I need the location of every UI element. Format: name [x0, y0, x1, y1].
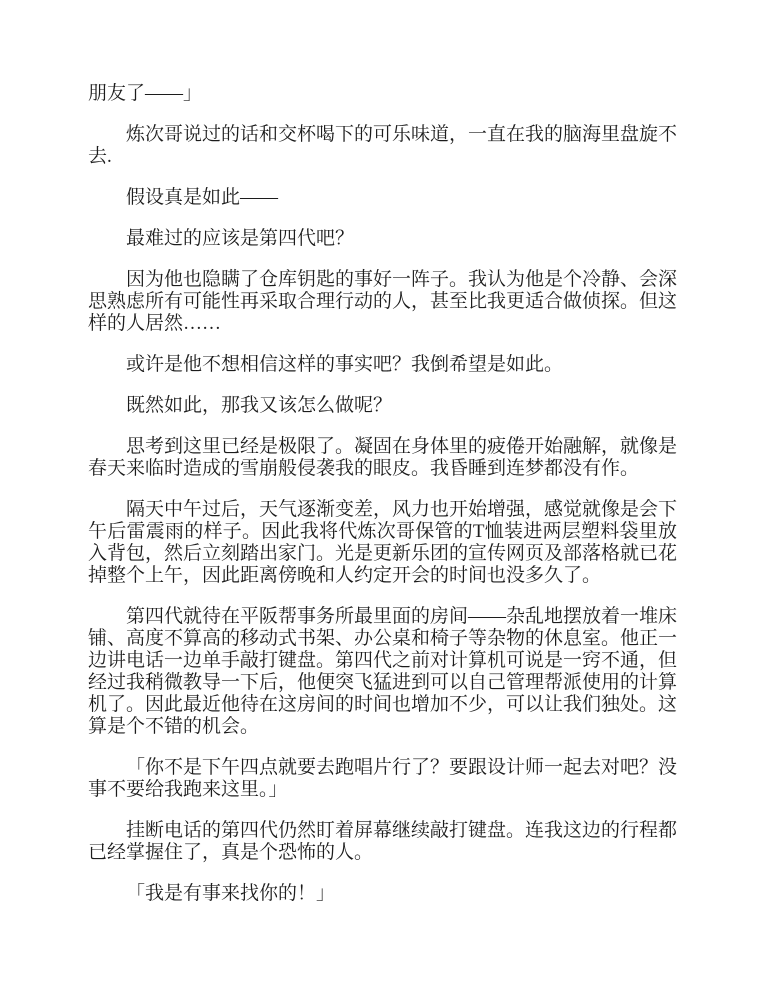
- paragraph: 「我是有事来找你的！」: [126, 883, 336, 904]
- paragraph: 假设真是如此——: [126, 187, 279, 208]
- paragraph: 炼次哥说过的话和交杯喝下的可乐味道，一直在我的脑海里盘旋不去.: [88, 124, 678, 167]
- paragraph: 第四代就待在平阪帮事务所最里面的房间——杂乱地摆放着一堆床铺、高度不算高的移动式书架、办公桌和椅子等杂物的休息室。他正一边讲电话一边单手敲打键盘。第四代之前对计算机可说是一窍不通，但经过我稍微教导一下后，他便突飞猛进到可以自己管理帮派使用的计算机了。因此最近他待在这房间的时间也增加不少，可以让我们独处。这算是个不错的机会。: [88, 606, 678, 737]
- paragraph: 朋友了——」: [88, 83, 203, 104]
- paragraph: 最难过的应该是第四代吧？: [126, 228, 355, 249]
- paragraph: 或许是他不想相信这样的事实吧？我倒希望是如此。: [126, 354, 564, 375]
- text-block: [88, 83, 677, 924]
- paragraph: 因为他也隐瞒了仓库钥匙的事好一阵子。我认为他是个冷静、会深思熟虑所有可能性再采取合理行动的人，甚至比我更适合做侦探。但这样的人居然……: [88, 269, 678, 334]
- paragraph: 隔天中午过后，天气逐渐变差，风力也开始增强，感觉就像是会下午后雷震雨的样子。因此我将代炼次哥保管的T恤装进两层塑料袋里放入背包，然后立刻踏出家门。光是更新乐团的宣传网页及部落格就已花掉整个上午，因此距离傍晚和人约定开会的时间也没多久了。: [88, 499, 678, 586]
- paragraph: 既然如此，那我又该怎么做呢？: [126, 395, 393, 416]
- paragraph: 挂断电话的第四代仍然盯着屏幕继续敲打键盘。连我这边的行程都已经掌握住了，真是个恐怖的人。: [88, 820, 678, 863]
- paragraph: 「你不是下午四点就要去跑唱片行了？要跟设计师一起去对吧？没事不要给我跑来这里。」: [88, 757, 678, 800]
- paragraph: 思考到这里已经是极限了。凝固在身体里的疲倦开始融解，就像是春天来临时造成的雪崩般侵袭我的眼皮。我昏睡到连梦都没有作。: [88, 436, 678, 479]
